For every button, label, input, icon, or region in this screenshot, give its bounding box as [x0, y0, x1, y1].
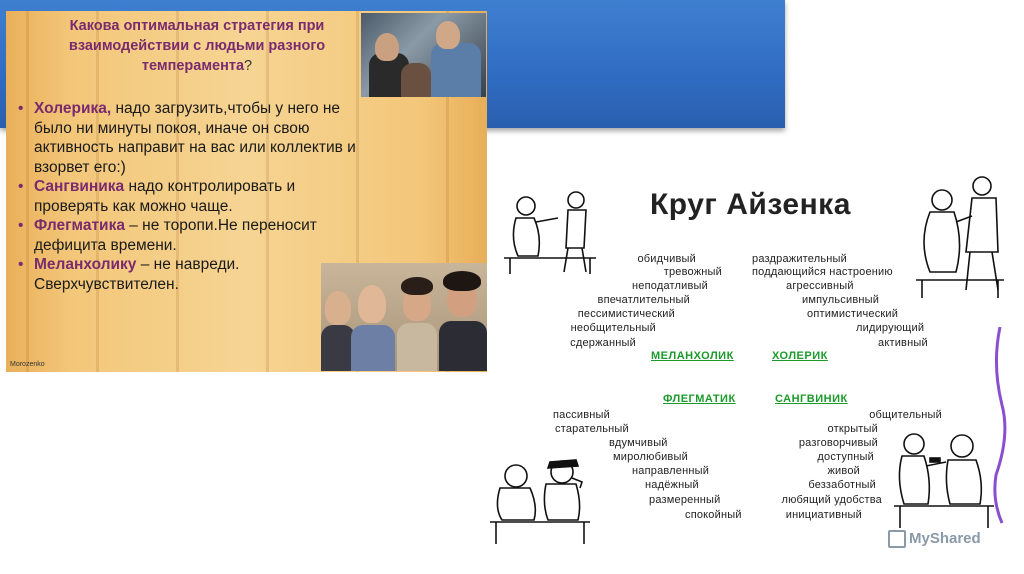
phlegmatic-trait: спокойный [685, 509, 742, 521]
choleric-trait: лидирующий [856, 322, 925, 334]
choleric-trait: оптимистический [807, 308, 899, 320]
melancholic-label: МЕЛАНХОЛИК [651, 350, 734, 362]
phlegmatic-trait: миролюбивый [613, 451, 688, 463]
list-item: • Флегматика – не торопи.Не переносит дефицита времени. [12, 216, 372, 255]
strategy-list [12, 99, 372, 294]
photo-credit: Morozenko [10, 361, 45, 368]
choleric-trait: активный [878, 337, 928, 349]
phlegmatic-cartoon [486, 448, 596, 548]
melancholic-cartoon [496, 188, 606, 278]
sanguine-trait: открытый [827, 423, 878, 435]
melancholic-trait: пессимистический [577, 308, 675, 320]
list-item: • Сангвиника надо контролировать и проверять как можно чаще. [12, 177, 372, 216]
sanguine-trait: доступный [817, 451, 874, 463]
office-conflict-photo [361, 13, 486, 97]
melancholic-trait: неподатливый [632, 280, 708, 292]
melancholic-trait: обидчивый [637, 253, 696, 265]
sanguine-trait: разговорчивый [798, 437, 878, 449]
phlegmatic-trait: вдумчивый [609, 437, 668, 449]
choleric-label: ХОЛЕРИК [772, 350, 828, 362]
temperament-slide [6, 11, 487, 372]
choleric-trait: поддающийся настроению [752, 266, 893, 278]
eysenck-title: Круг Айзенка [650, 188, 851, 221]
melancholic-trait: необщительный [570, 322, 656, 334]
choleric-cartoon [912, 172, 1012, 302]
melancholic-trait: тревожный [663, 266, 722, 278]
sanguine-trait: живой [827, 465, 860, 477]
choleric-trait: агрессивный [786, 280, 854, 292]
phlegmatic-trait: пассивный [553, 409, 610, 421]
sanguine-trait: инициативный [785, 509, 862, 521]
decorative-curve [990, 325, 1010, 525]
watermark: MyShared [888, 530, 981, 548]
phlegmatic-trait: размеренный [649, 494, 721, 506]
choleric-trait: импульсивный [802, 294, 880, 306]
phlegmatic-trait: надёжный [645, 479, 699, 491]
phlegmatic-trait: старательный [555, 423, 629, 435]
list-item: • Меланхолику – не навреди. Сверхчувствителен. [12, 255, 372, 294]
myshared-logo-icon [888, 530, 906, 548]
list-item: • Холерика, надо загрузить,чтобы у него не было ни минуты покоя, иначе он свою активность направит на вас или коллектив и взорвет его:) [12, 99, 372, 177]
slide-title: Какова оптимальная стратегия при взаимодействии с людьми разного темперамента? [68, 18, 326, 74]
choleric-trait: раздражительный [752, 253, 848, 265]
melancholic-trait: впечатлительный [597, 294, 690, 306]
phlegmatic-trait: направленный [632, 465, 710, 477]
sanguine-label: САНГВИНИК [775, 393, 848, 405]
melancholic-trait: сдержанный [570, 337, 636, 349]
phlegmatic-label: ФЛЕГМАТИК [663, 393, 736, 405]
sanguine-trait: любящий удобства [781, 494, 882, 506]
sanguine-cartoon [890, 428, 1000, 538]
sanguine-trait: беззаботный [808, 479, 876, 491]
sanguine-trait: общительный [869, 409, 942, 421]
